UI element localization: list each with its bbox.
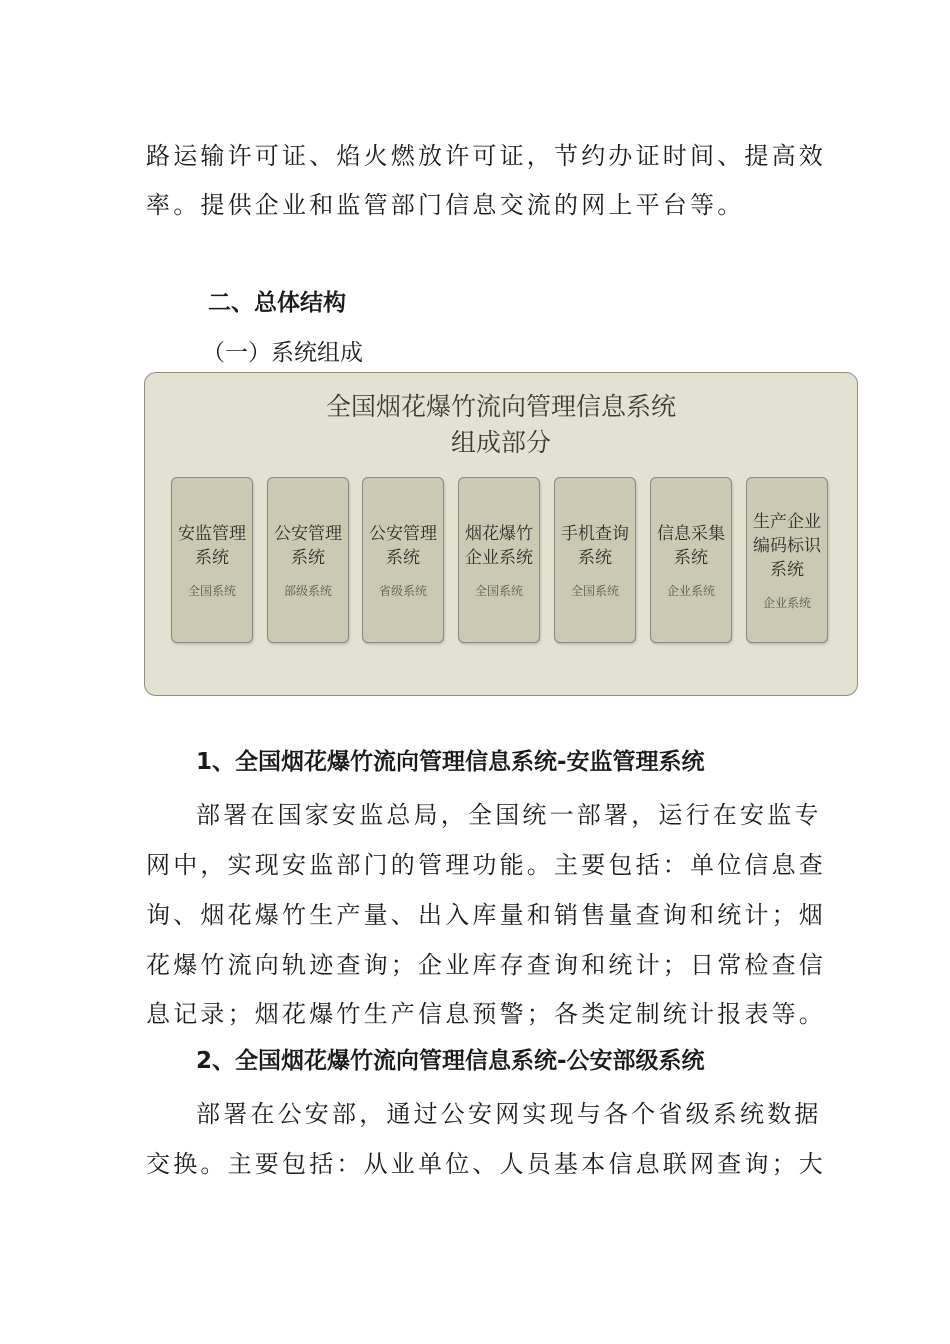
component-name-line: 生产企业: [753, 511, 821, 532]
component-name: [465, 522, 533, 570]
component-box-mobile: [554, 477, 636, 643]
component-scope: 全国系统: [187, 583, 236, 598]
intro-line-1: 路运输许可证、焰火燃放许可证，节约办证时间、提高效: [146, 142, 826, 170]
component-box-enterprise: [458, 477, 540, 643]
section-title: 二、总体结构: [208, 290, 346, 316]
diagram-title-line-2: 组成部分: [450, 428, 551, 457]
component-name: [753, 510, 821, 582]
component-name-line: 系统: [770, 559, 804, 580]
diagram-title-line-1: 全国烟花爆竹流向管理信息系统: [325, 392, 676, 421]
component-box-police-province: [362, 477, 444, 643]
component-scope: 企业系统: [762, 595, 811, 610]
component-name: [561, 522, 629, 570]
item-1-line: 息记录；烟花爆竹生产信息预警；各类定制统计报表等。: [146, 1000, 826, 1028]
component-name-line: 信息采集: [657, 523, 725, 544]
item-2-line: 交换。主要包括：从业单位、人员基本信息联网查询；大: [146, 1150, 826, 1178]
component-box-safety: [171, 477, 253, 643]
component-scope: 部级系统: [283, 583, 332, 598]
component-name-line: 安监管理: [178, 523, 246, 544]
item-1-line: 部署在国家安监总局，全国统一部署，运行在安监专: [196, 801, 822, 829]
diagram-title: [145, 389, 857, 461]
item-1-line: 询、烟花爆竹生产量、出入库量和销售量查询和统计；烟: [146, 901, 826, 929]
component-name: [369, 522, 437, 570]
component-name-line: 烟花爆竹: [465, 523, 533, 544]
component-scope: 全国系统: [474, 583, 523, 598]
component-name-line: 系统: [578, 547, 612, 568]
component-scope: 企业系统: [666, 583, 715, 598]
component-name-line: 公安管理: [274, 523, 342, 544]
component-name-line: 公安管理: [369, 523, 437, 544]
intro-line-2: 率。提供企业和监管部门信息交流的网上平台等。: [146, 191, 745, 219]
component-name: [657, 522, 725, 570]
subsection-title: （一）系统组成: [202, 340, 363, 366]
component-name-line: 手机查询: [561, 523, 629, 544]
item-1-line: 网中，实现安监部门的管理功能。主要包括：单位信息查: [146, 851, 826, 879]
component-name-line: 编码标识: [753, 535, 821, 556]
component-name: [178, 522, 246, 570]
component-name-line: 系统: [674, 547, 708, 568]
component-box-collection: [650, 477, 732, 643]
component-name-line: 系统: [195, 547, 229, 568]
component-box-coding: [746, 477, 828, 643]
component-name-line: 系统: [291, 547, 325, 568]
component-box-police-ministry: [267, 477, 349, 643]
component-name: [274, 522, 342, 570]
item-1-heading: 1、全国烟花爆竹流向管理信息系统-安监管理系统: [196, 749, 705, 775]
component-name-line: 系统: [386, 547, 420, 568]
item-2-heading: 2、全国烟花爆竹流向管理信息系统-公安部级系统: [196, 1048, 705, 1074]
component-scope: 全国系统: [570, 583, 619, 598]
component-scope: 省级系统: [378, 583, 427, 598]
system-composition-diagram: [144, 372, 858, 696]
item-2-line: 部署在公安部，通过公安网实现与各个省级系统数据: [196, 1100, 822, 1128]
component-name-line: 企业系统: [465, 547, 533, 568]
item-1-line: 花爆竹流向轨迹查询；企业库存查询和统计；日常检查信: [146, 951, 826, 979]
